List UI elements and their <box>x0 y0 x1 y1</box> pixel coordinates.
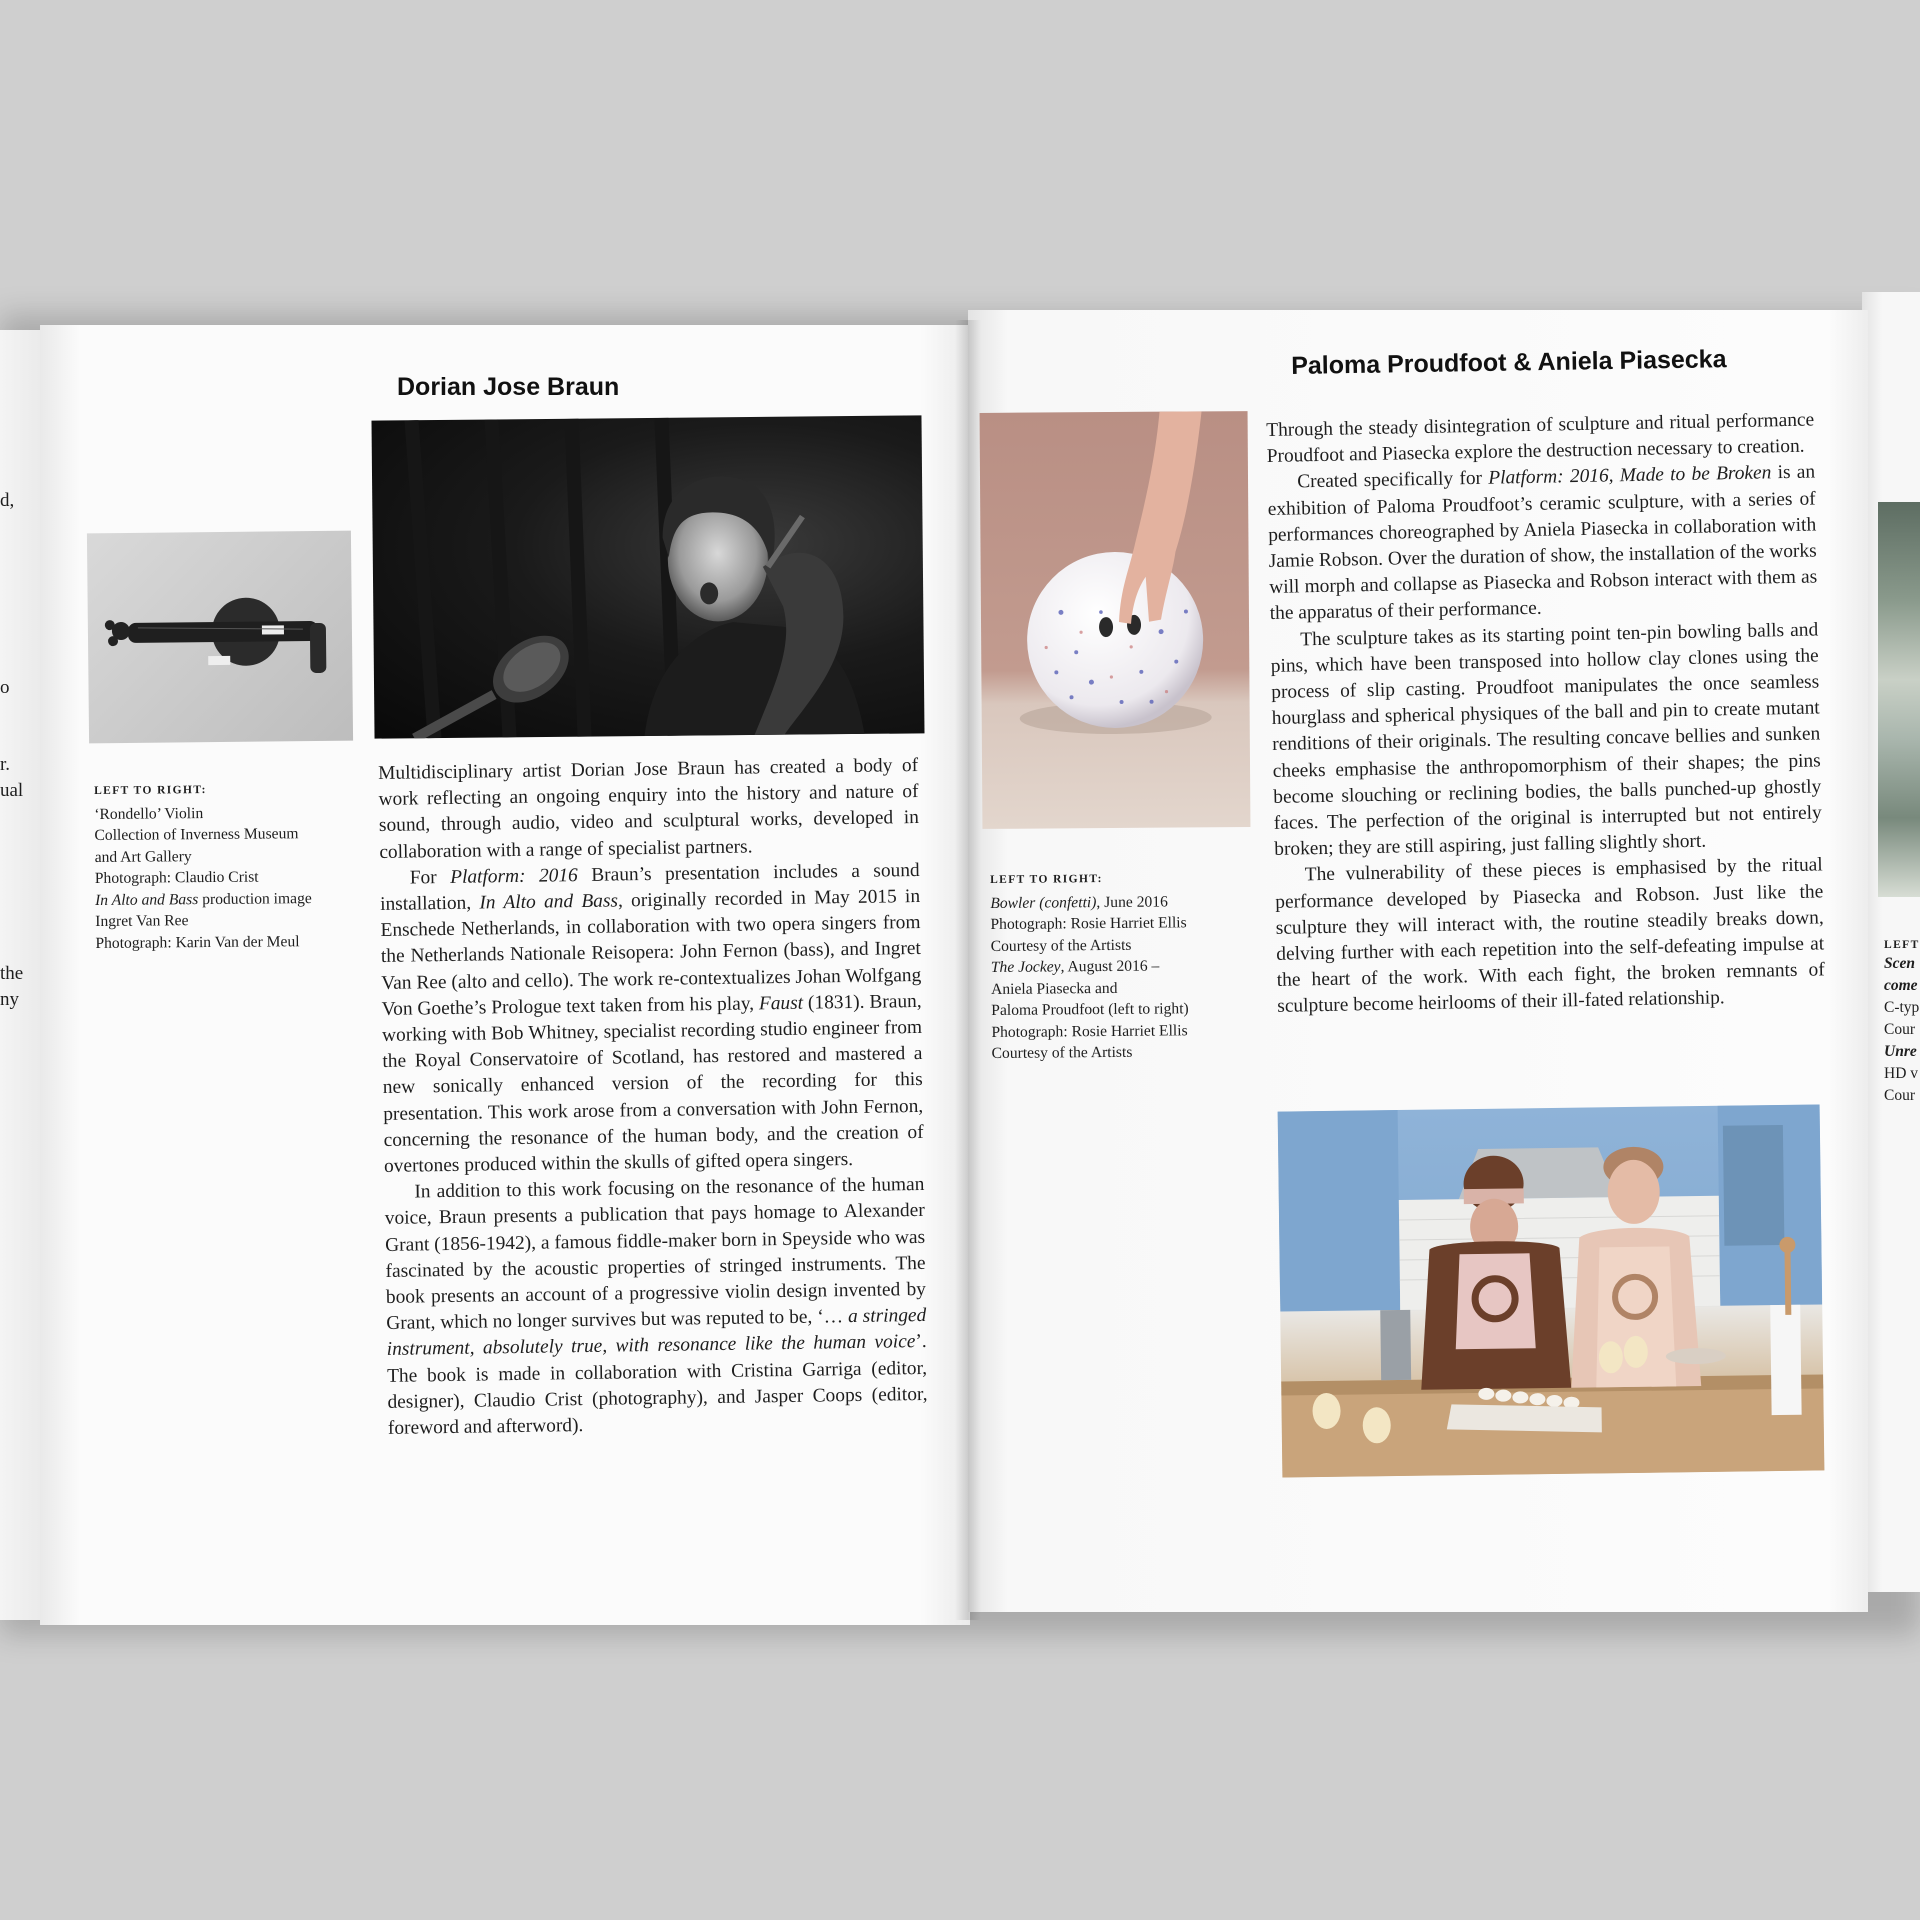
braun-heading: Dorian Jose Braun <box>397 373 620 401</box>
next-page-fragment: Cour <box>1884 1087 1915 1104</box>
caption-line: Ingret Van Ree <box>95 912 189 930</box>
next-page-fragment: LEFT <box>1884 939 1920 951</box>
italic-title: Platform: 2016 <box>449 864 578 888</box>
caption-line: Paloma Proudfoot (left to right) <box>991 1000 1189 1019</box>
bowling-ball-illustration <box>980 411 1251 829</box>
text-run: is an exhibition of Paloma Proudfoot’s ceramic sculpture, with a series of performances choreographed by Aniela Piasecka in collaboration with Jamie Robson. Over the duration of show, the installation of the works will morph and collapse as Piasecka and Robson interact with them as the apparatus of their performance. <box>1267 461 1818 625</box>
text-run: Created specifically for <box>1297 468 1489 493</box>
caption-line: Photograph: Rosie Harriet Ellis <box>990 914 1187 933</box>
caption-line: Courtesy of the Artists <box>991 1043 1133 1062</box>
next-page-fragment: Unre <box>1884 1043 1917 1060</box>
italic-title: In Alto and Bass <box>479 890 619 914</box>
proudfoot-paragraph-1: Through the steady disintegration of sculpture and ritual performance Proudfoot and Piasecka explore the destruction necessary to creation. <box>1266 409 1815 468</box>
proudfoot-paragraph-3: The sculpture takes as its starting point ten-pin bowling balls and pins, which have been transposed into hollow clay clones using the process of slip casting. Proudfoot manipulates the once seamless hourglass and spherical physiques of the ball and pin to create mutant renditions of their originals. The resulting concave bellies and sunken cheeks emphasise the anthropomorphism of their shapes; the pins become slouching or reclining bodies, the balls punched-up ghostly faces. The perfection of the original is interrupted but not entirely broken; they are still aspiring, just falling slightly short. <box>1270 619 1822 861</box>
text-run: , originally recorded in May 2015 in Enschede Netherlands, in collaboration with two opera singers from the Netherlands Nationale Reisopera: John Fernon (bass), and Ingret Van Ree (alto and cello). The work re-contextualizes Johan Wolfgang Von Goethe’s Prologue text taken from his play, <box>380 885 922 1020</box>
text-run: Braun’s presentation includes a sound installation, <box>379 859 920 915</box>
italic-title: Faust <box>758 992 804 1015</box>
bowling-ball-photo <box>980 411 1251 829</box>
next-page-photo <box>1878 502 1920 897</box>
caption-line <box>95 888 312 911</box>
singer-illustration <box>371 415 924 738</box>
next-page-fragment: Cour <box>1884 1021 1915 1038</box>
prev-page-fragment: ny <box>0 989 19 1010</box>
caption-label: LEFT TO RIGHT: <box>990 873 1103 886</box>
caption-line: ‘Rondello’ Violin <box>94 804 204 823</box>
italic-quote: a stringed instrument, absolutely true, with resonance like the human voice <box>386 1305 927 1361</box>
caption-italic: In Alto and Bass <box>94 890 199 909</box>
proudfoot-paragraph-2 <box>1267 460 1818 628</box>
caption-text: production image <box>198 889 312 908</box>
violin-icon <box>87 531 353 744</box>
proudfoot-paragraph-4: The vulnerability of these pieces is emphasised by the ritual performance developed by Piasecka and Robson. Just like the sculpture they will interact with, the routine steadily breaks down, delving further with each repetition into the self-defeating impulse at the heart of the work. With each fight, the broken remnants of sculpture become heirlooms of their ill-fated relationship. <box>1275 854 1825 1018</box>
braun-body-text <box>378 753 928 1442</box>
caption-line: Collection of Inverness Museum <box>94 825 299 844</box>
prev-page-fragment: d, <box>0 490 15 511</box>
jockey-kitchen-photo <box>1278 1104 1825 1477</box>
proudfoot-body-text <box>1266 407 1825 1020</box>
text-run: ’. The book is made in collaboration with Cristina Garriga (editor, designer), Claudio Crist (photography), and Jasper Coops (editor, foreword and afterword). <box>386 1331 928 1440</box>
text-run: (1831). Braun, working with Bob Whitney, specialist recording studio engineer from the Royal Conservatoire of Scotland, has restored and mastered a new sonically enhanced version of the recording for this presentation. This work arose from a conversation with John Fernon, concerning the resonance of the human body, and the creation of overtones produced within the skulls of gifted opera singers. <box>381 990 924 1178</box>
prev-page-fragment: ual <box>0 780 24 801</box>
book-gutter <box>955 320 981 1620</box>
braun-paragraph-2 <box>380 858 925 1180</box>
prev-page-fragment: the <box>0 963 24 984</box>
next-page-fragment: C-typ <box>1884 999 1920 1016</box>
braun-caption <box>94 779 312 954</box>
next-page-fragment: Scen <box>1884 955 1915 972</box>
caption-label: LEFT TO RIGHT: <box>94 784 207 797</box>
caption-line <box>991 955 1189 978</box>
caption-line: Photograph: Rosie Harriet Ellis <box>991 1021 1188 1041</box>
caption-text: , June 2016 <box>1096 892 1168 911</box>
violin-photo <box>87 531 353 744</box>
prev-page-fragment: o <box>0 677 10 698</box>
caption-line: Aniela Piasecka and <box>990 979 1118 998</box>
opera-singer-photo <box>371 415 924 738</box>
caption-line: Photograph: Claudio Crist <box>94 868 259 887</box>
text-run: For <box>409 866 451 889</box>
caption-italic: The Jockey <box>990 958 1061 976</box>
caption-italic: Bowler (confetti) <box>990 893 1097 912</box>
next-page-fragment: HD v <box>1884 1065 1919 1082</box>
italic-title: Platform: 2016, Made to be Broken <box>1488 462 1772 490</box>
prev-page-fragment: r. <box>0 754 11 775</box>
kitchen-illustration <box>1278 1104 1825 1477</box>
braun-paragraph-1: Multidisciplinary artist Dorian Jose Braun has created a body of work reflecting an ongoing enquiry into the history and nature of sound, through audio, video and sculptural works, developed in collaboration with a range of specialist partners. <box>378 754 920 863</box>
proudfoot-heading: Paloma Proudfoot & Aniela Piasecka <box>1291 345 1727 380</box>
caption-line <box>990 891 1188 914</box>
proudfoot-caption <box>990 868 1189 1064</box>
text-run: In addition to this work focusing on the resonance of the human voice, Braun presents a publication that pays homage to Alexander Grant (1856-1942), a famous fiddle-maker born in Speyside who was fascinated by the acoustic properties of stringed instruments. The book presents an account of a progressive violin design invented by Grant, which no longer survives but was reputed to be, ‘… <box>384 1174 927 1335</box>
braun-paragraph-3 <box>384 1172 928 1442</box>
caption-line: and Art Gallery <box>94 847 192 866</box>
next-page-fragment: come <box>1884 977 1918 994</box>
caption-line: Courtesy of the Artists <box>990 936 1132 955</box>
caption-text: , August 2016 – <box>1060 957 1160 976</box>
caption-line: Photograph: Karin Van der Meul <box>95 932 300 952</box>
